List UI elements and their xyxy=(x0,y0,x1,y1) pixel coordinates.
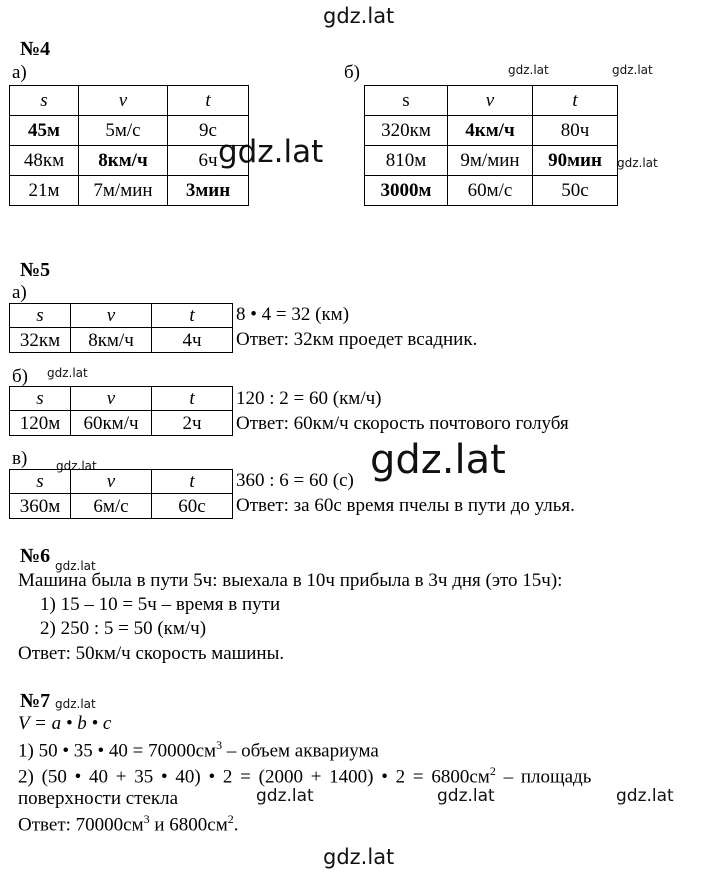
table-cell: 4ч xyxy=(152,328,233,353)
task5-number: №5 xyxy=(20,259,51,281)
watermark-small: gdz.lat xyxy=(55,559,96,573)
watermark-small: gdz.lat xyxy=(47,366,88,380)
task6-number: №6 xyxy=(20,545,51,567)
task5-table-a xyxy=(9,303,233,353)
header-v: v xyxy=(448,86,533,116)
header-s: s xyxy=(10,86,79,116)
watermark-medium: gdz.lat xyxy=(218,134,324,170)
task7-step-1: 1) 50 • 35 • $40 = 70000см^3$ – объем аквариума xyxy=(18,738,379,762)
task5-b-label: б) xyxy=(12,366,28,387)
task7-step-2: 2) (50 • 40 + 35 • 40) • 2 = (2000 + 1400) • $2 = 6800см^2$ – площадь xyxy=(18,764,592,788)
task4-part-b-label: б) xyxy=(344,62,360,83)
table-cell: 120м xyxy=(10,411,71,436)
table-cell: 8км/ч xyxy=(71,328,152,353)
task6-answer: Ответ: 50км/ч скорость машины. xyxy=(18,643,285,664)
header-v: v xyxy=(71,387,152,411)
task5-b-answer: Ответ: 60км/ч скорость почтового голубя xyxy=(236,413,569,434)
table-cell: 810м xyxy=(365,146,448,176)
table-cell: 80ч xyxy=(533,116,618,146)
watermark-bottom: gdz.lat xyxy=(323,845,395,869)
task4-number: №4 xyxy=(20,38,51,60)
table-cell: 2ч xyxy=(152,411,233,436)
header-v: v xyxy=(71,304,152,328)
table-cell: 60с xyxy=(152,494,233,519)
task6-step-2: 2) 250 : 5 = 50 (км/ч) xyxy=(40,618,207,639)
table-cell: 60м/с xyxy=(448,176,533,206)
header-t: t xyxy=(168,86,249,116)
task7-answer: Ответ: $70000см^3$ и $6800см^2$. xyxy=(18,812,239,836)
watermark-small: gdz.lat xyxy=(508,63,549,77)
task5-c-calc: 360 : 6 = 60 (с) xyxy=(236,470,354,491)
header-v: v xyxy=(79,86,168,116)
table-cell: 7м/мин xyxy=(79,176,168,206)
header-s: s xyxy=(10,470,71,494)
table-cell: 60км/ч xyxy=(71,411,152,436)
task5-a-answer: Ответ: 32км проедет всадник. xyxy=(236,329,478,350)
task5-a-calc: 8 • 4 = 32 (км) xyxy=(236,304,350,325)
header-v: v xyxy=(71,470,152,494)
task5-a-label: а) xyxy=(12,282,27,303)
watermark-medium: gdz.lat xyxy=(256,786,314,806)
table-cell: 48км xyxy=(10,146,79,176)
header-t: t xyxy=(533,86,618,116)
table-cell: 5м/с xyxy=(79,116,168,146)
task5-b-calc: 120 : 2 = 60 (км/ч) xyxy=(236,388,382,409)
task4-table-b xyxy=(364,85,618,206)
watermark-large: gdz.lat xyxy=(370,437,506,483)
header-t: t xyxy=(152,304,233,328)
table-cell: 90мин xyxy=(533,146,618,176)
header-s: s xyxy=(10,387,71,411)
task5-c-label: в) xyxy=(12,448,28,469)
table-cell: 21м xyxy=(10,176,79,206)
table-cell: 6м/с xyxy=(71,494,152,519)
table-cell: 9с xyxy=(168,116,249,146)
watermark-small: gdz.lat xyxy=(617,156,658,170)
task5-table-b xyxy=(9,386,233,436)
header-s: s xyxy=(365,86,448,116)
header-s: s xyxy=(10,304,71,328)
watermark-top: gdz.lat xyxy=(323,4,395,28)
task6-step-1: 1) 15 – 10 = 5ч – время в пути xyxy=(40,594,281,615)
task7-step-2-continuation: поверхности стекла xyxy=(18,788,179,809)
table-cell: 4км/ч xyxy=(448,116,533,146)
table-cell: 45м xyxy=(10,116,79,146)
table-cell: 50с xyxy=(533,176,618,206)
task6-line: Машина была в пути 5ч: выехала в 10ч прибыла в 3ч дня (это 15ч): xyxy=(18,570,563,591)
table-cell: 9м/мин xyxy=(448,146,533,176)
task4-table-a xyxy=(9,85,249,206)
task5-c-answer: Ответ: за 60с время пчелы в пути до улья. xyxy=(236,495,575,516)
table-cell: 8км/ч xyxy=(79,146,168,176)
watermark-medium: gdz.lat xyxy=(616,786,674,806)
header-t: t xyxy=(152,387,233,411)
watermark-small: gdz.lat xyxy=(56,459,97,473)
watermark-small: gdz.lat xyxy=(612,63,653,77)
watermark-medium: gdz.lat xyxy=(437,786,495,806)
task4-part-a-label: а) xyxy=(12,62,27,83)
table-cell: 320км xyxy=(365,116,448,146)
task7-number: №7 xyxy=(20,690,51,712)
watermark-small: gdz.lat xyxy=(55,697,96,711)
header-t: t xyxy=(152,470,233,494)
table-cell: 32км xyxy=(10,328,71,353)
task5-table-c xyxy=(9,469,233,519)
table-cell: 360м xyxy=(10,494,71,519)
table-cell: 6ч xyxy=(168,146,249,176)
table-cell: 3000м xyxy=(365,176,448,206)
table-cell: 3мин xyxy=(168,176,249,206)
task7-formula: V = a • b • c xyxy=(18,713,112,734)
